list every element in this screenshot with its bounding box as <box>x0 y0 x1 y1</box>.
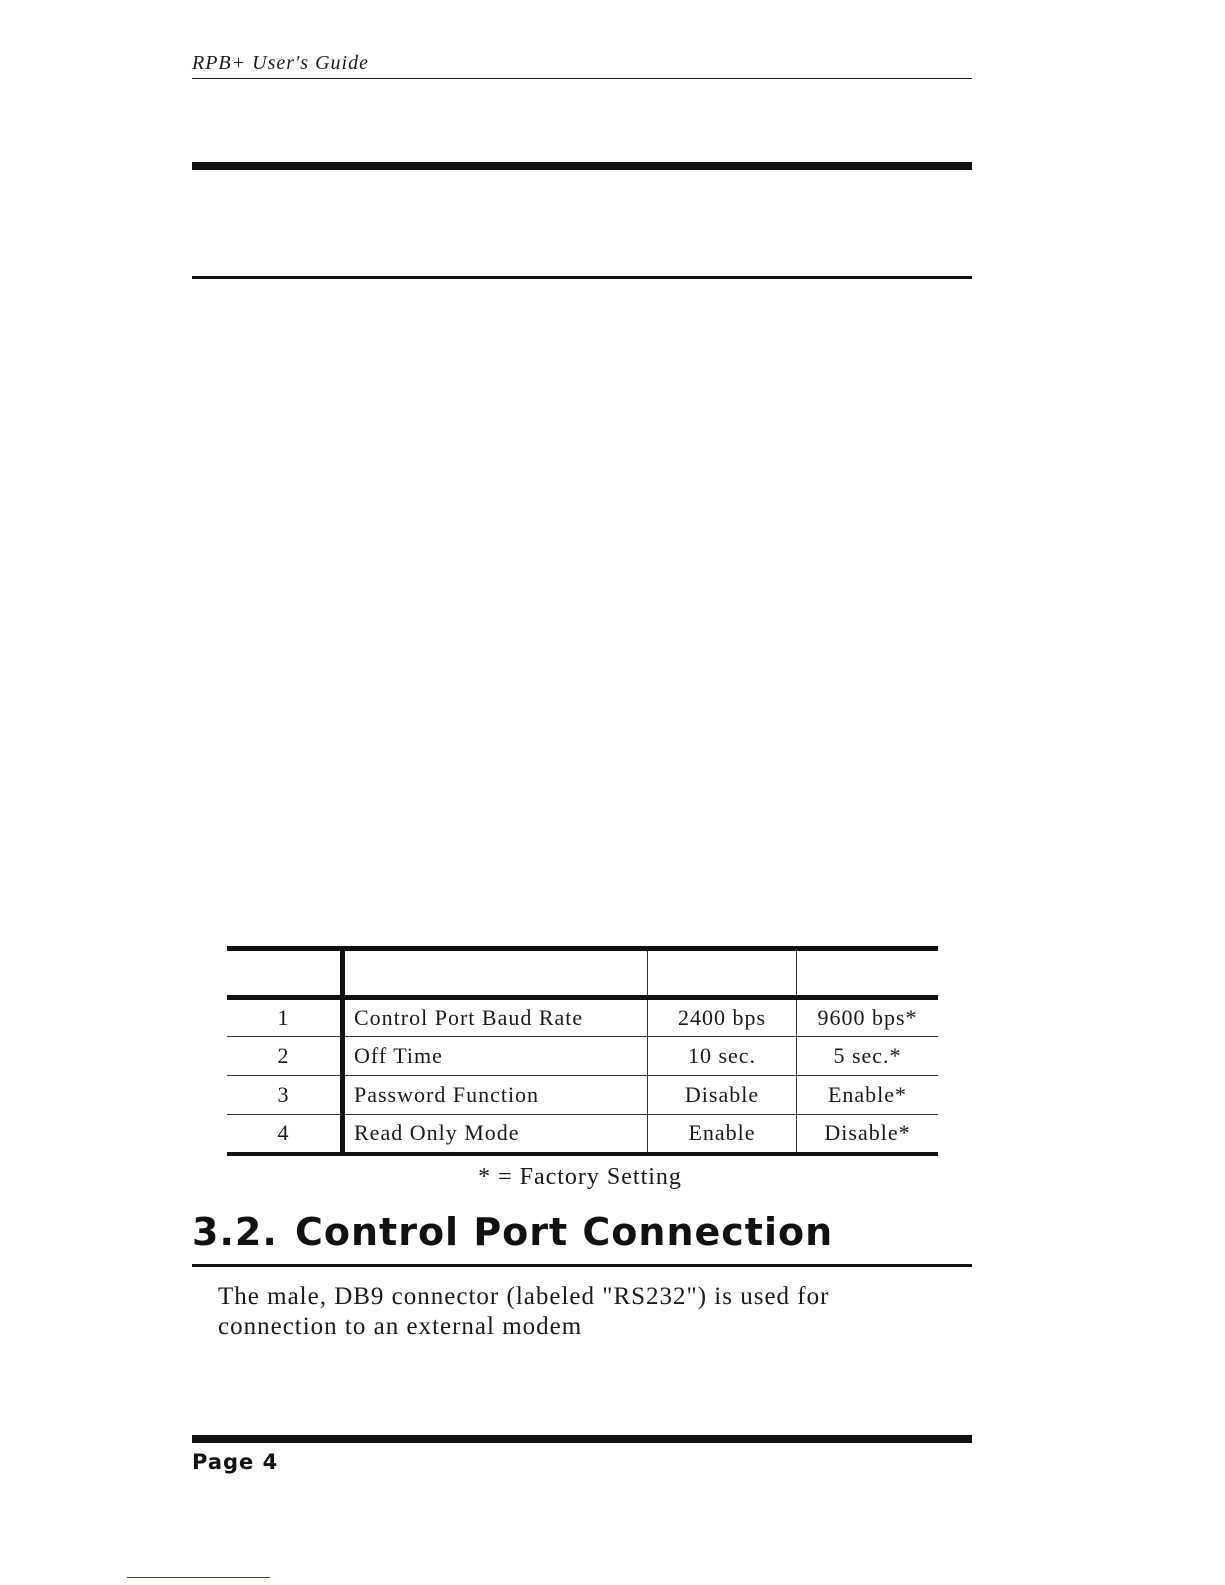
switch-number: 3 <box>227 1076 343 1115</box>
switch-number: 1 <box>227 998 343 1037</box>
section-heading <box>192 1210 972 1254</box>
header-cell-number <box>227 949 343 998</box>
switch-number: 2 <box>227 1037 343 1076</box>
table-header-row <box>227 949 938 998</box>
dip-switch-settings-table <box>227 946 938 1156</box>
header-cell-option-b <box>797 949 939 998</box>
chapter-top-rule <box>192 162 972 170</box>
switch-function: Off Time <box>343 1037 648 1076</box>
switch-function: Read Only Mode <box>343 1115 648 1154</box>
section-number: 3.2. <box>192 1210 278 1254</box>
body-line: connection to an external modem <box>218 1313 583 1340</box>
switch-option-a: 2400 bps <box>648 998 797 1037</box>
section-body <box>218 1282 938 1342</box>
switch-option-a: Enable <box>648 1115 797 1154</box>
running-header-title: RPB+ User's Guide <box>192 52 369 74</box>
switch-option-a: Disable <box>648 1076 797 1115</box>
switch-option-b: Enable* <box>797 1076 939 1115</box>
table-row <box>227 1076 938 1115</box>
footer-rule <box>192 1435 972 1443</box>
table-row <box>227 1037 938 1076</box>
header-cell-option-a <box>648 949 797 998</box>
switch-option-a: 10 sec. <box>648 1037 797 1076</box>
switch-function: Control Port Baud Rate <box>343 998 648 1037</box>
switch-number: 4 <box>227 1115 343 1154</box>
page-number: Page 4 <box>192 1450 279 1474</box>
table-row <box>227 1115 938 1154</box>
header-rule <box>192 78 972 79</box>
chapter-bottom-rule <box>192 276 972 279</box>
header-cell-function <box>343 949 648 998</box>
section-title: Control Port Connection <box>295 1210 834 1254</box>
switch-option-b: 9600 bps* <box>797 998 939 1037</box>
switch-function: Password Function <box>343 1076 648 1115</box>
table-row <box>227 998 938 1037</box>
switch-option-b: Disable* <box>797 1115 939 1154</box>
link-underline[interactable] <box>127 1577 270 1578</box>
body-line: The male, DB9 connector (labeled "RS232") is used for <box>218 1283 830 1310</box>
factory-setting-note: * = Factory Setting <box>478 1164 682 1190</box>
section-rule <box>192 1264 972 1267</box>
switch-option-b: 5 sec.* <box>797 1037 939 1076</box>
